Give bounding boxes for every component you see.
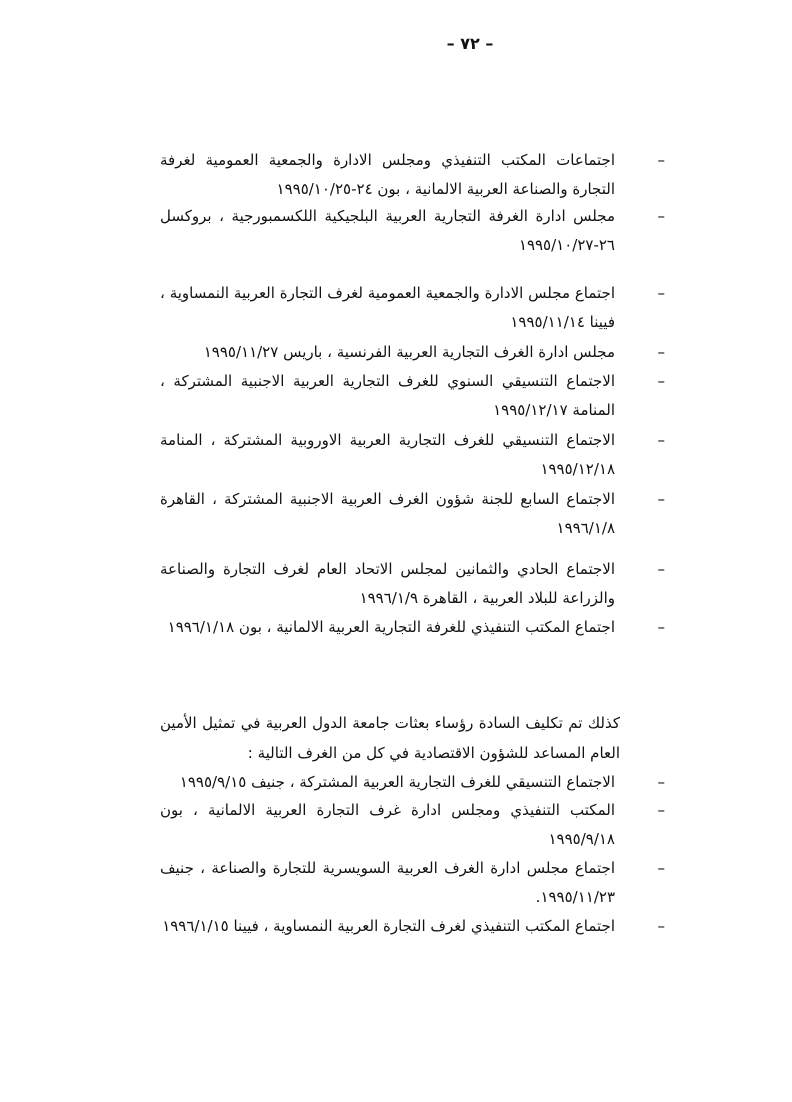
bullet-dash: – [657,284,665,302]
item-text: الاجتماع التنسيقي السنوي للغرف التجارية العربية الاجنبية المشتركة ، المنامة ١٩٩٥/١٢/١٧ [160,372,615,419]
bullet-dash: – [657,773,665,791]
list-item [160,613,665,642]
item-text: الاجتماع التنسيقي للغرف التجارية العربية المشتركة ، جنيف ١٩٩٥/٩/١٥ [179,773,615,791]
item-text: الاجتماع التنسيقي للغرف التجارية العربية الاوروبية المشتركة ، المنامة ١٩٩٥/١٢/١٨ [160,431,615,478]
list-item [160,146,665,204]
item-text: اجتماع مجلس ادارة الغرف العربية السويسرية للتجارة والصناعة ، جنيف ١٩٩٥/١١/٢٣. [160,859,615,906]
item-text: اجتماع المكتب التنفيذي لغرف التجارة العربية النمساوية ، فيينا ١٩٩٦/١/١٥ [162,917,615,935]
item-text: اجتماع المكتب التنفيذي للغرفة التجارية العربية الالمانية ، بون ١٩٩٦/١/١٨ [167,618,615,636]
bullet-dash: – [657,207,665,225]
list-item [160,854,665,912]
list-item [160,485,665,543]
item-text: الاجتماع الحادي والثمانين لمجلس الاتحاد العام لغرف التجارة والصناعة والزراعة للبلاد العربية ، القاهرة ١٩٩٦/١/٩ [160,560,615,607]
list-item [160,555,665,613]
list-item [160,367,665,425]
page-number: – ٧٢ – [446,34,494,53]
item-text: الاجتماع السابع للجنة شؤون الغرف العربية الاجنبية المشتركة ، القاهرة ١٩٩٦/١/٨ [160,490,615,537]
list-item [160,796,665,854]
bullet-dash: – [657,343,665,361]
bullet-dash: – [657,917,665,935]
bullet-dash: – [657,151,665,169]
list-item [160,338,665,367]
bullet-dash: – [657,372,665,390]
list-item [160,202,665,260]
list-item [160,426,665,484]
bullet-dash: – [657,801,665,819]
item-text: مجلس ادارة الغرفة التجارية العربية البلجيكية اللكسمبورجية ، بروكسل ٢٦-١٩٩٥/١٠/٢٧ [160,207,615,254]
item-text: اجتماع مجلس الادارة والجمعية العمومية لغرف التجارة العربية النمساوية ، فيينا ١٩٩٥/١١/١٤ [160,284,615,331]
item-text: اجتماعات المكتب التنفيذي ومجلس الادارة والجمعية العمومية لغرفة التجارة والصناعة العربية الالمانية ، بون ٢٤-١٩٩٥/١٠/٢٥ [160,151,615,198]
item-text: المكتب التنفيذي ومجلس ادارة غرف التجارة العربية الالمانية ، بون ١٩٩٥/٩/١٨ [160,801,615,848]
bullet-dash: – [657,560,665,578]
list-item [160,279,665,337]
list-item [160,912,665,941]
item-text: مجلس ادارة الغرف التجارية العربية الفرنسية ، باريس ١٩٩٥/١١/٢٧ [203,343,615,361]
bullet-dash: – [657,859,665,877]
bullet-dash: – [657,431,665,449]
bullet-dash: – [657,490,665,508]
bullet-dash: – [657,618,665,636]
list-item [160,768,665,797]
intro-paragraph: كذلك تم تكليف السادة رؤساء بعثات جامعة الدول العربية في تمثيل الأمين العام المساعد للشؤون الاقتصادية في كل من الغرف التالية : [160,714,620,762]
